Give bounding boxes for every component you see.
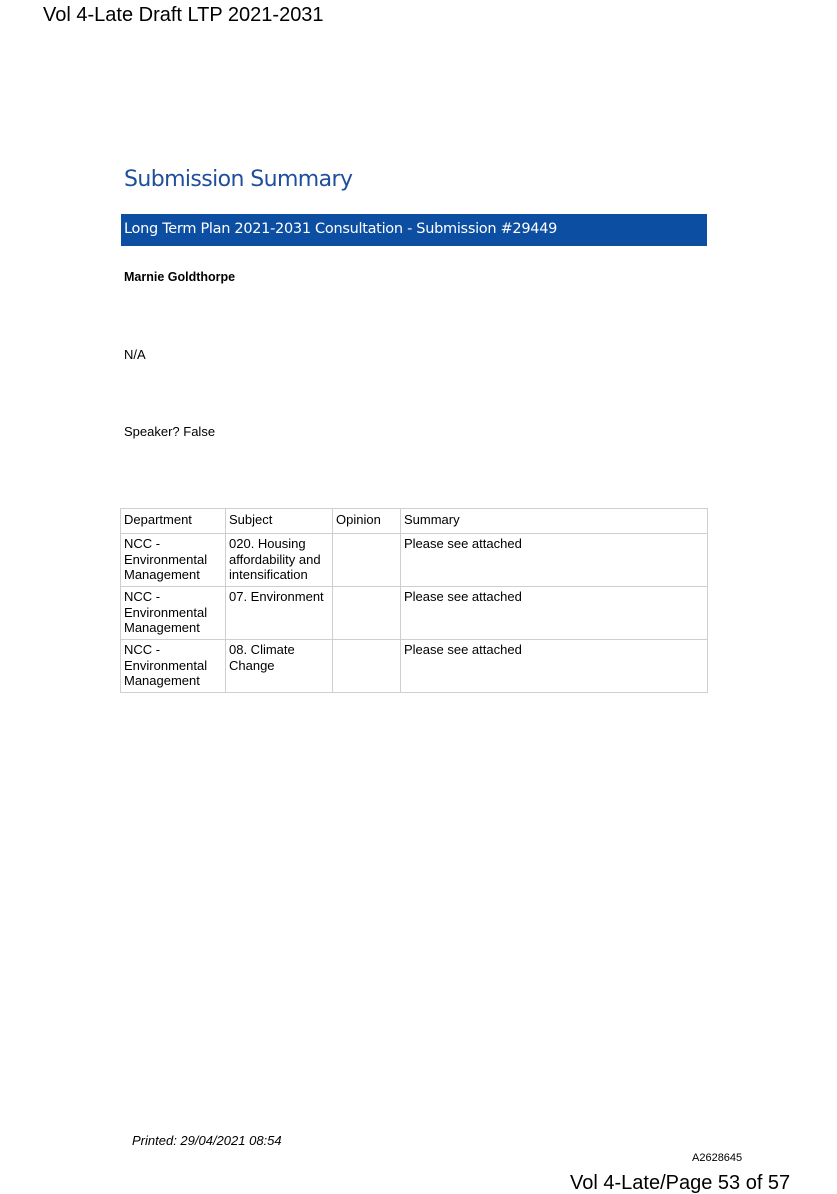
submission-table — [120, 508, 708, 693]
submission-banner — [121, 214, 707, 246]
cell-subject: 020. Housing affordability and intensification — [226, 534, 333, 587]
cell-summary: Please see attached — [401, 534, 708, 587]
document-reference: A2628645 — [692, 1152, 743, 1164]
cell-subject: 07. Environment — [226, 587, 333, 640]
submitter-name: Marnie Goldthorpe — [124, 270, 236, 284]
cell-summary: Please see attached — [401, 640, 708, 693]
cell-subject: 08. Climate Change — [226, 640, 333, 693]
column-header-opinion: Opinion — [333, 509, 401, 534]
volume-header-title: Vol 4-Late Draft LTP 2021-2031 — [43, 4, 324, 26]
cell-summary: Please see attached — [401, 587, 708, 640]
column-header-department: Department — [121, 509, 226, 534]
organisation-value: N/A — [124, 347, 146, 362]
page-number-footer: Vol 4-Late/Page 53 of 57 — [570, 1172, 791, 1194]
printed-timestamp: Printed: 29/04/2021 08:54 — [132, 1133, 282, 1148]
table-header-row — [121, 509, 708, 534]
table-row — [121, 587, 708, 640]
cell-opinion — [333, 587, 401, 640]
cell-opinion — [333, 640, 401, 693]
table-row — [121, 534, 708, 587]
speaker-status: Speaker? False — [124, 424, 216, 439]
cell-department: NCC - Environmental Management — [121, 534, 226, 587]
column-header-summary: Summary — [401, 509, 708, 534]
column-header-subject: Subject — [226, 509, 333, 534]
cell-department: NCC - Environmental Management — [121, 587, 226, 640]
cell-department: NCC - Environmental Management — [121, 640, 226, 693]
page-title: Submission Summary — [124, 167, 353, 192]
table-row — [121, 640, 708, 693]
submission-banner-label: Long Term Plan 2021-2031 Consultation - Submission #29449 — [124, 221, 558, 237]
cell-opinion — [333, 534, 401, 587]
